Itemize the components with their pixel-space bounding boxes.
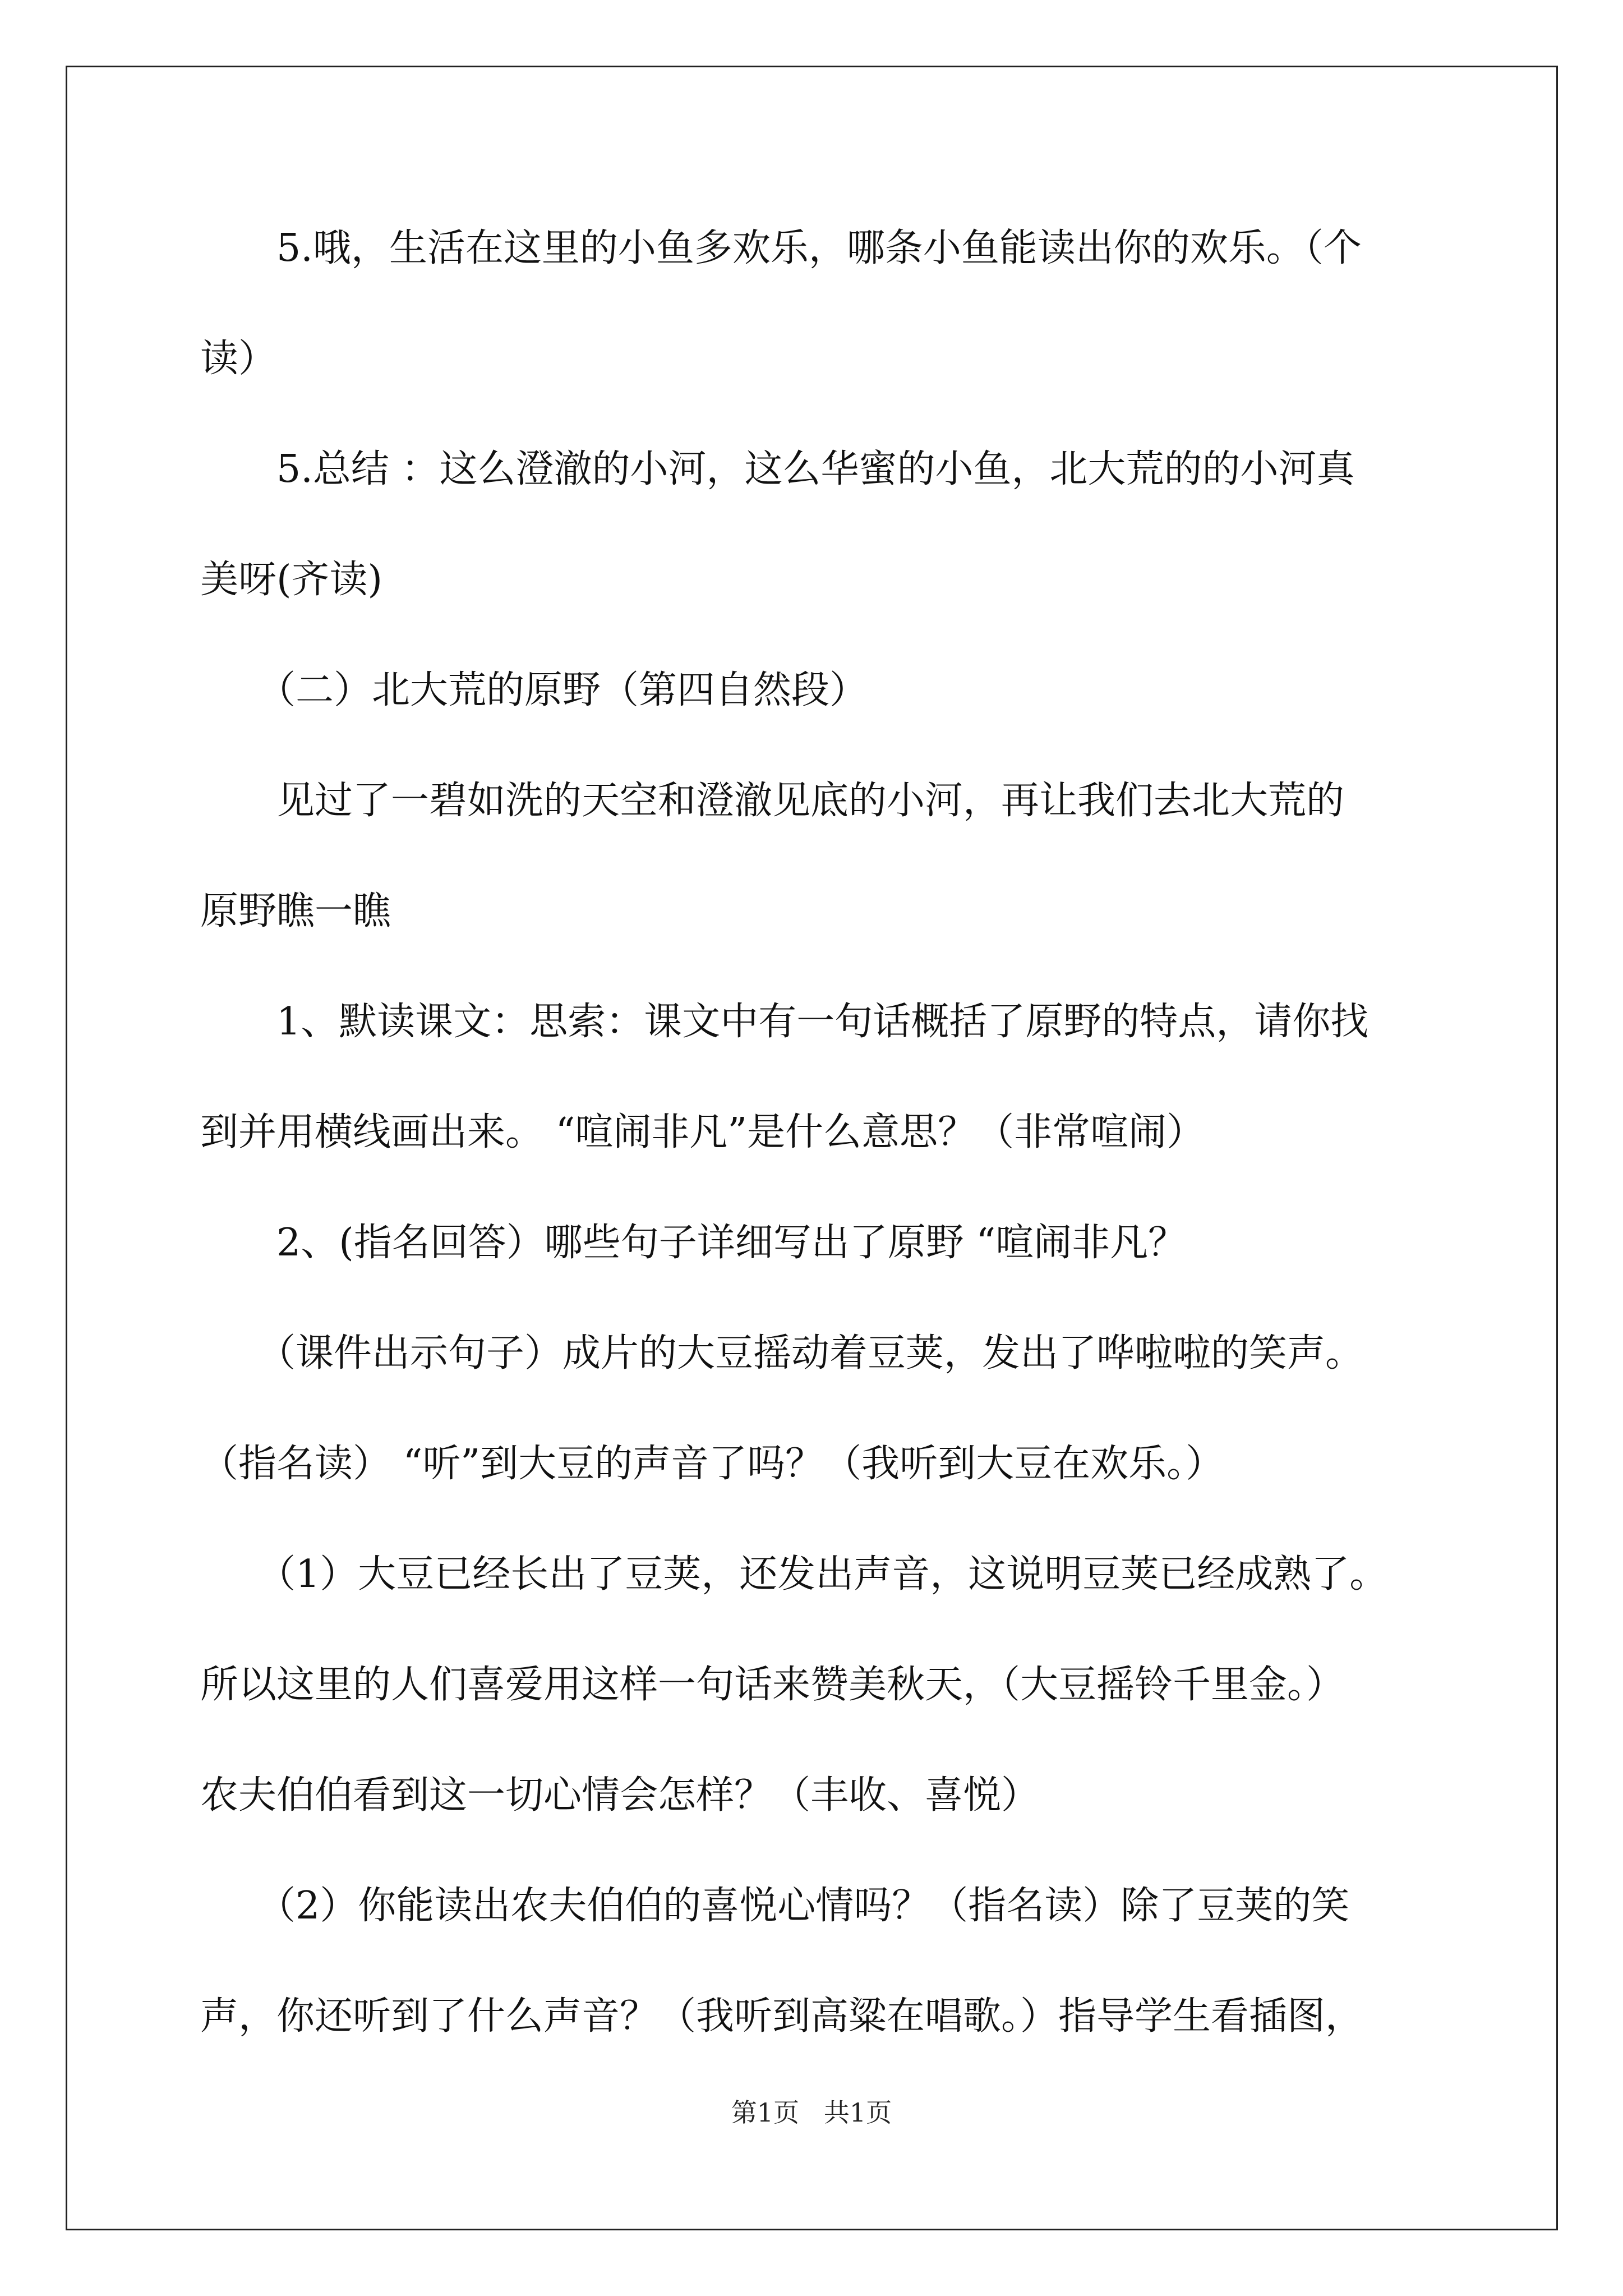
text-line: 到并用横线画出来。 “喧闹非凡”是什么意思？（非常喧闹） xyxy=(200,1110,1205,1154)
section-heading: （二）北大荒的原野（第四自然段） xyxy=(200,668,868,712)
text-line: 1、默读课文：思索：课文中有一句话概括了原野的特点，请你找 xyxy=(200,1000,1369,1044)
text-line: 原野瞧一瞧 xyxy=(200,889,391,933)
text-line: 美呀(齐读) xyxy=(200,558,383,602)
text-line: （1）大豆已经长出了豆荚，还发出声音，这说明豆荚已经成熟了。 xyxy=(200,1552,1388,1596)
text-line: 5.哦，生活在这里的小鱼多欢乐，哪条小鱼能读出你的欢乐。（个 xyxy=(200,226,1362,270)
page-footer: 第1页 共1页 xyxy=(731,2097,892,2128)
text-line: 见过了一碧如洗的天空和澄澈见底的小河，再让我们去北大荒的 xyxy=(200,779,1345,823)
text-line: 农夫伯伯看到这一切心情会怎样？（丰收、喜悦） xyxy=(200,1773,1040,1818)
text-line: 读） xyxy=(200,337,277,381)
text-line: （2）你能读出农夫伯伯的喜悦心情吗？（指名读）除了豆荚的笑 xyxy=(200,1884,1350,1928)
text-line: 5.总结 ：这么澄澈的小河，这么华蜜的小鱼，北大荒的的小河真 xyxy=(200,447,1355,491)
text-line: 2、(指名回答）哪些句子详细写出了原野 “喧闹非凡？ xyxy=(200,1221,1187,1265)
text-line: （课件出示句子）成片的大豆摇动着豆荚，发出了哗啦啦的笑声。 xyxy=(200,1331,1364,1375)
text-line: 声，你还听到了什么声音？（我听到高粱在唱歌。）指导学生看插图， xyxy=(200,1994,1364,2039)
text-line: 所以这里的人们喜爱用这样一句话来赞美秋天，（大豆摇铃千里金。） xyxy=(200,1663,1345,1707)
text-line: （指名读） “听”到大豆的声音了吗？（我听到大豆在欢乐。） xyxy=(200,1442,1224,1486)
